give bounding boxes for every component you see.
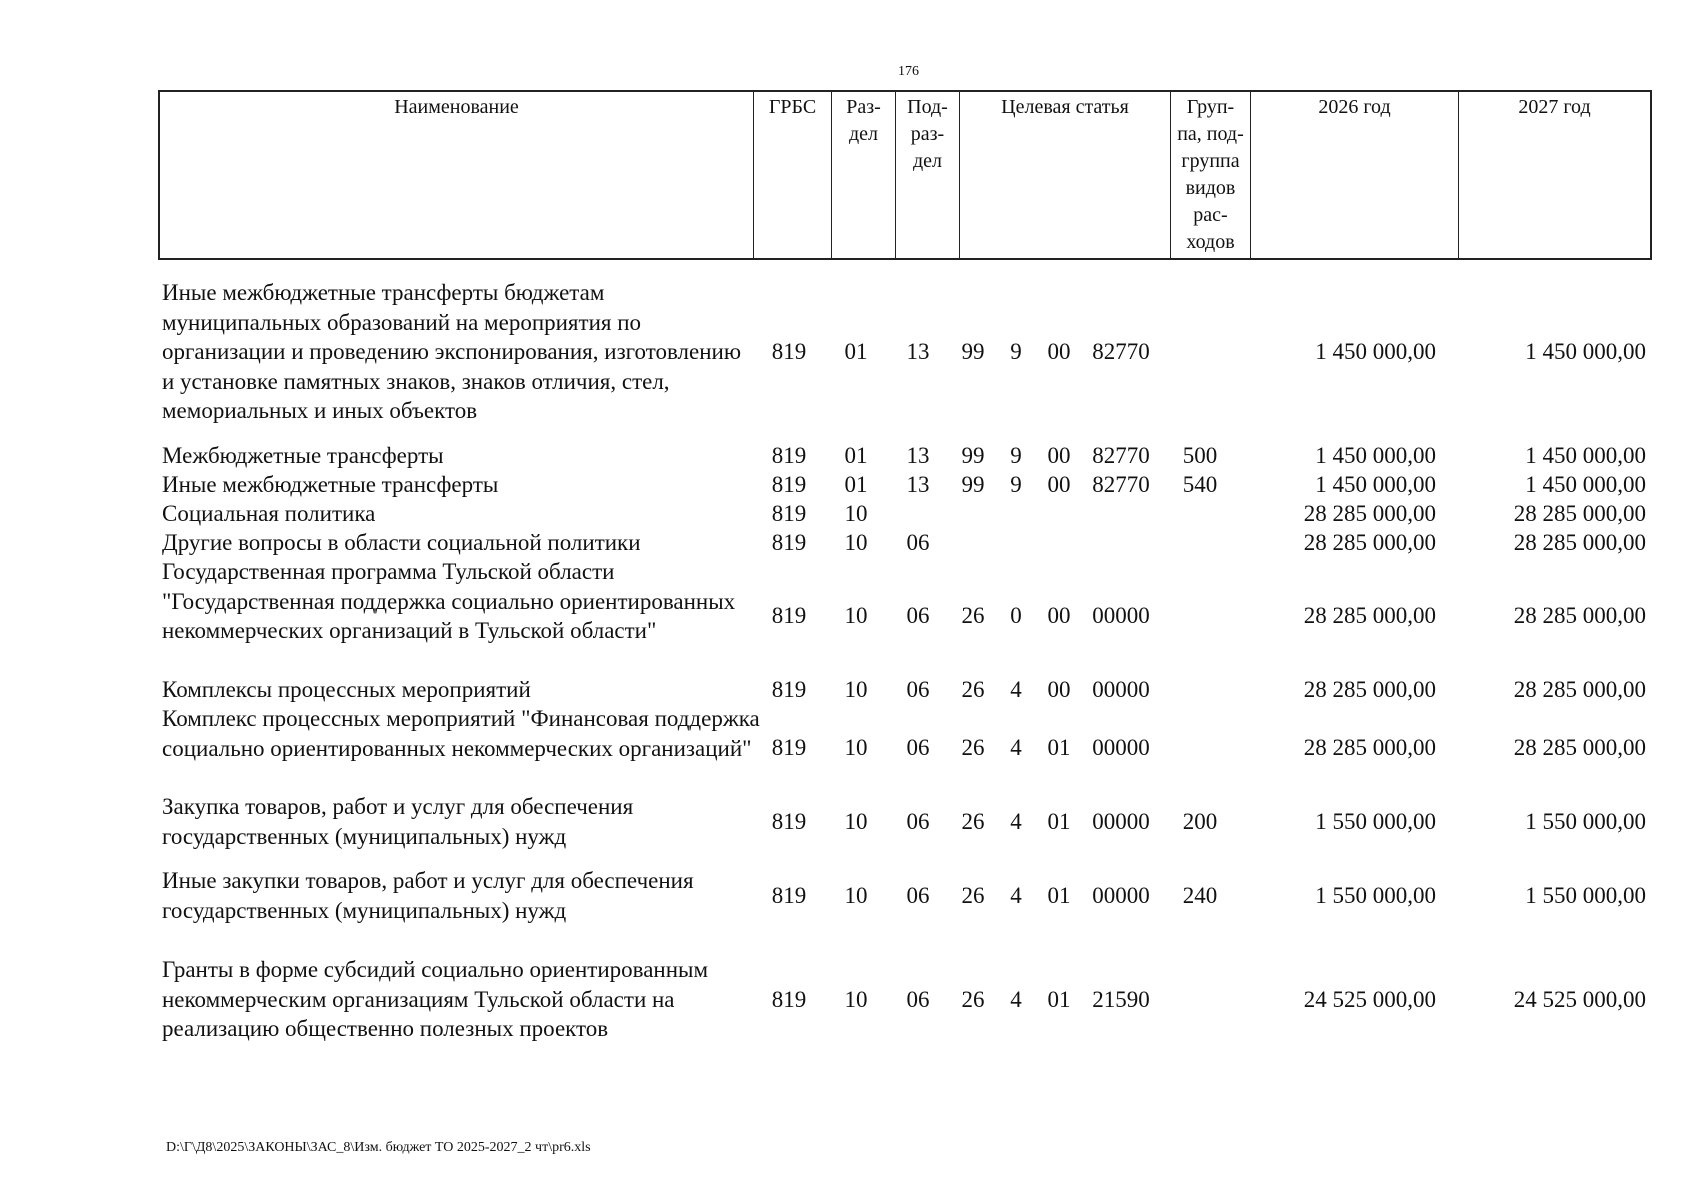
row-target-sub: 01	[1047, 987, 1071, 1012]
row-amount-2027: 28 285 000,00	[1513, 603, 1646, 628]
row-podrazdel: 13	[906, 443, 930, 468]
row-razdel: 10	[844, 987, 868, 1012]
row-razdel: 10	[844, 677, 868, 702]
row-group: 200	[1182, 809, 1218, 834]
row-target-program: 26	[961, 603, 985, 628]
row-target-sub: 01	[1047, 809, 1071, 834]
row-target-direction: 00000	[1092, 603, 1150, 628]
row-target-type: 9	[1010, 443, 1022, 468]
row-target-type: 0	[1010, 603, 1022, 628]
row-podrazdel: 06	[906, 603, 930, 628]
row-name: Межбюджетные трансферты	[162, 443, 444, 468]
page-number: 176	[898, 64, 919, 79]
row-name: Комплекс процессных мероприятий "Финансовая поддержка социально ориентированных некоммерческих организаций"	[162, 706, 760, 761]
row-target-direction: 82770	[1092, 443, 1150, 468]
row-name: Другие вопросы в области социальной политики	[162, 530, 641, 555]
row-grbs: 819	[771, 677, 807, 702]
row-amount-2027: 28 285 000,00	[1513, 501, 1646, 526]
row-target-direction: 82770	[1092, 472, 1150, 497]
row-razdel: 10	[844, 501, 868, 526]
row-amount-2027: 1 450 000,00	[1525, 472, 1646, 497]
row-target-program: 26	[961, 677, 985, 702]
row-razdel: 01	[844, 443, 868, 468]
row-grbs: 819	[771, 735, 807, 760]
row-target-sub: 00	[1047, 339, 1071, 364]
row-amount-2026: 1 550 000,00	[1315, 883, 1436, 908]
row-target-direction: 00000	[1092, 809, 1150, 834]
row-name: Государственная программа Тульской области "Государственная поддержка социально ориентированных некоммерческих организаций в Тульской области"	[162, 559, 736, 643]
row-podrazdel: 13	[906, 339, 930, 364]
header-name: Наименование	[160, 92, 754, 258]
row-razdel: 10	[844, 603, 868, 628]
row-name: Иные закупки товаров, работ и услуг для обеспечения государственных (муниципальных) нужд	[162, 868, 694, 923]
row-target-program: 26	[961, 987, 985, 1012]
row-target-sub: 00	[1047, 603, 1071, 628]
row-target-direction: 00000	[1092, 883, 1150, 908]
row-amount-2026: 28 285 000,00	[1303, 530, 1436, 555]
row-target-sub: 00	[1047, 472, 1071, 497]
row-grbs: 819	[771, 501, 807, 526]
row-podrazdel: 06	[906, 809, 930, 834]
row-target-program: 99	[961, 472, 985, 497]
row-target-program: 26	[961, 735, 985, 760]
row-name: Закупка товаров, работ и услуг для обеспечения государственных (муниципальных) нужд	[162, 794, 634, 849]
row-target-type: 4	[1010, 883, 1022, 908]
row-target-type: 9	[1010, 472, 1022, 497]
header-podrazdel: Под- раз- дел	[896, 92, 960, 258]
row-target-type: 4	[1010, 677, 1022, 702]
row-amount-2026: 28 285 000,00	[1303, 735, 1436, 760]
row-target-direction: 00000	[1092, 677, 1150, 702]
table-header	[158, 90, 1652, 260]
header-year-2027: 2027 год	[1518, 96, 1591, 118]
row-target-sub: 01	[1047, 735, 1071, 760]
header-razdel: Раз- дел	[832, 92, 896, 258]
row-name: Иные межбюджетные трансферты	[162, 472, 499, 497]
row-amount-2026: 24 525 000,00	[1303, 987, 1436, 1012]
row-grbs: 819	[771, 443, 807, 468]
row-name: Комплексы процессных мероприятий	[162, 677, 531, 702]
row-target-type: 9	[1010, 339, 1022, 364]
row-amount-2026: 28 285 000,00	[1303, 677, 1436, 702]
row-amount-2026: 1 450 000,00	[1315, 472, 1436, 497]
row-amount-2027: 1 550 000,00	[1525, 883, 1646, 908]
row-razdel: 10	[844, 530, 868, 555]
row-target-sub: 00	[1047, 677, 1071, 702]
row-target-direction: 21590	[1092, 987, 1150, 1012]
header-year-2026: 2026 год	[1251, 92, 1459, 258]
row-amount-2027: 28 285 000,00	[1513, 530, 1646, 555]
row-target-type: 4	[1010, 735, 1022, 760]
row-amount-2027: 1 550 000,00	[1525, 809, 1646, 834]
row-razdel: 10	[844, 883, 868, 908]
row-grbs: 819	[771, 809, 807, 834]
row-target-sub: 00	[1047, 443, 1071, 468]
row-razdel: 01	[844, 472, 868, 497]
row-amount-2026: 1 450 000,00	[1315, 339, 1436, 364]
row-target-direction: 82770	[1092, 339, 1150, 364]
row-name: Иные межбюджетные трансферты бюджетам муниципальных образований на мероприятия по организации и проведению экспонирования, изготовлению и установке памятных знаков, знаков отличия, стел, мемориальных и иных объектов	[162, 280, 741, 423]
row-amount-2027: 24 525 000,00	[1513, 987, 1646, 1012]
row-amount-2027: 1 450 000,00	[1525, 339, 1646, 364]
row-amount-2026: 1 550 000,00	[1315, 809, 1436, 834]
row-name: Социальная политика	[162, 501, 376, 526]
row-grbs: 819	[771, 530, 807, 555]
row-name: Гранты в форме субсидий социально ориентированным некоммерческим организациям Тульской области на реализацию общественно полезных проектов	[162, 957, 709, 1041]
header-grbs: ГРБС	[754, 92, 832, 258]
row-razdel: 01	[844, 339, 868, 364]
header-expense-group: Груп- па, под- группа видов рас- ходов	[1171, 92, 1251, 258]
row-amount-2026: 28 285 000,00	[1303, 603, 1436, 628]
file-path-footer: D:\Г\Д8\2025\ЗАКОНЫ\ЗАС_8\Изм. бюджет ТО 2025-2027_2 чт\pr6.xls	[166, 1140, 591, 1155]
row-group: 500	[1182, 443, 1218, 468]
row-podrazdel: 06	[906, 677, 930, 702]
row-target-direction: 00000	[1092, 735, 1150, 760]
row-amount-2027: 1 450 000,00	[1525, 443, 1646, 468]
row-target-type: 4	[1010, 809, 1022, 834]
row-podrazdel: 06	[906, 883, 930, 908]
row-razdel: 10	[844, 735, 868, 760]
row-target-program: 99	[961, 339, 985, 364]
row-grbs: 819	[771, 339, 807, 364]
row-group: 540	[1182, 472, 1218, 497]
row-podrazdel: 06	[906, 987, 930, 1012]
row-podrazdel: 06	[906, 735, 930, 760]
row-target-program: 99	[961, 443, 985, 468]
header-target-article: Целевая статья	[960, 92, 1171, 258]
row-amount-2027: 28 285 000,00	[1513, 677, 1646, 702]
row-grbs: 819	[771, 987, 807, 1012]
row-target-program: 26	[961, 883, 985, 908]
row-amount-2027: 28 285 000,00	[1513, 735, 1646, 760]
row-podrazdel: 13	[906, 472, 930, 497]
row-grbs: 819	[771, 883, 807, 908]
row-group: 240	[1182, 883, 1218, 908]
row-target-sub: 01	[1047, 883, 1071, 908]
row-amount-2026: 28 285 000,00	[1303, 501, 1436, 526]
row-razdel: 10	[844, 809, 868, 834]
row-grbs: 819	[771, 472, 807, 497]
row-amount-2026: 1 450 000,00	[1315, 443, 1436, 468]
row-target-program: 26	[961, 809, 985, 834]
row-grbs: 819	[771, 603, 807, 628]
row-podrazdel: 06	[906, 530, 930, 555]
row-target-type: 4	[1010, 987, 1022, 1012]
